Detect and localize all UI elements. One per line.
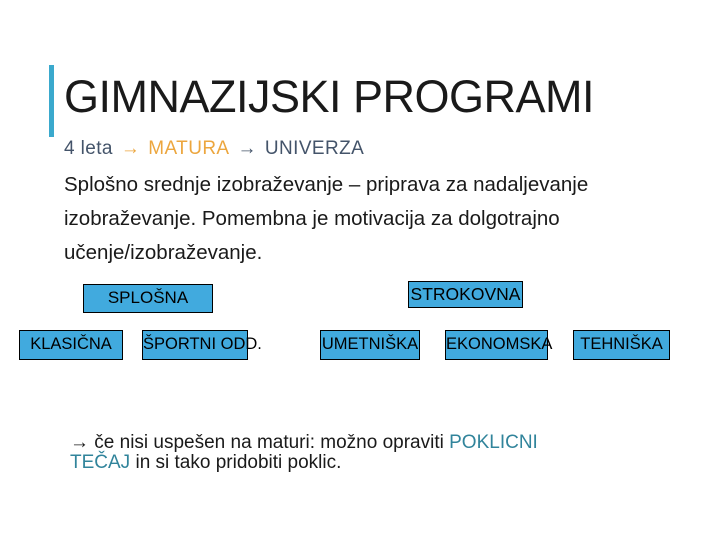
right-arrow-icon: → (237, 138, 257, 159)
right-arrow-icon: → (120, 138, 141, 159)
note-highlight-poklicni: POKLICNI (449, 432, 538, 453)
category-box-strokovna: STROKOVNA (408, 281, 523, 308)
univerza-label: UNIVERZA (264, 138, 365, 159)
category-box-tehniska: TEHNIŠKA (573, 330, 670, 360)
category-box-umetniska: UMETNIŠKA (320, 330, 420, 360)
title-accent-bar (49, 65, 54, 137)
category-box-sportni-odd: ŠPORTNI ODD. (142, 330, 248, 360)
duration-label: 4 leta (64, 138, 113, 159)
category-box-ekonomska: EKONOMSKA (445, 330, 548, 360)
paragraph-line: učenje/izobraževanje. (64, 241, 263, 264)
category-box-splosna: SPLOŠNA (83, 284, 213, 313)
note-lead-text: → če nisi uspešen na maturi: možno opraviti (70, 432, 450, 453)
note-highlight-tecaj: TEČAJ (70, 451, 131, 473)
body-paragraph (64, 168, 664, 270)
paragraph-line: izobraževanje. Pomembna je motivacija za dolgotrajno (64, 207, 560, 230)
path-line (64, 138, 364, 160)
note-tail-text: in si tako pridobiti poklic. (130, 451, 342, 473)
slide-title: GIMNAZIJSKI PROGRAMI (64, 71, 595, 122)
category-box-klasicna: KLASIČNA (19, 330, 123, 360)
footer-note (70, 433, 650, 472)
matura-label: MATURA (148, 138, 230, 159)
paragraph-line: Splošno srednje izobraževanje – priprava za nadaljevanje (64, 173, 589, 196)
